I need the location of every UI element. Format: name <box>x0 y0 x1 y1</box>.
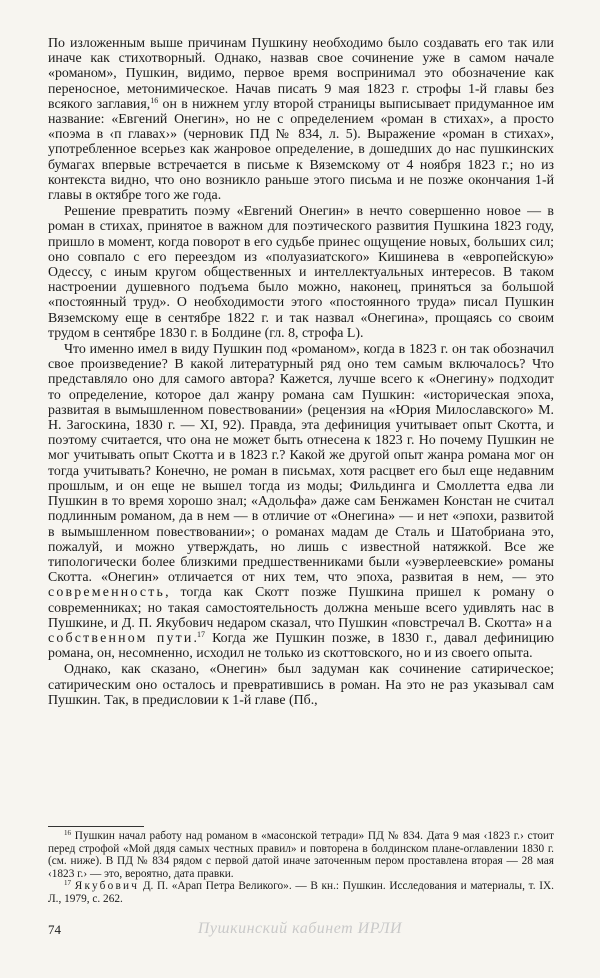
paragraph-text: Однако, как сказано, «Онегин» был задуман как сочинение сатирическое; сатирическим оно осталось и превратившись в роман. На это не раз указывал сам Пушкин. Так, в предисловии к 1-й главе (Пб., <box>48 662 554 708</box>
footnote-author: Якубович <box>74 880 140 893</box>
main-text <box>48 36 554 708</box>
footnote-17 <box>48 880 554 905</box>
paragraph-text: , тогда как Скотт позже Пушкина пришел к роману о современниках; но такая самостоятельность должна меньше всего удивлять нас в Пушкине, и Д. П. Якубович недаром сказал, что Пушкин «повстречал В. Скотта» <box>48 585 554 631</box>
watermark: Пушкинский кабинет ИРЛИ <box>197 920 403 937</box>
footnote-divider <box>48 826 144 827</box>
paragraph-text: Когда же Пушкин позже, в 1830 г., давал дефиницию романа, он, несомненно, исходил не только из скоттовского, но и из своего опыта. <box>48 630 554 662</box>
footnote-text: Пушкин начал работу над романом в «масонской тетради» ПД № 834. Дата 9 мая ‹1823 г.› стоит перед строфой «Мой дядя самых честных правил» и повторена в болдинском плане-оглавлении 1830 г. (см. ниже). В ПД № 834 рядом с первой датой иначе заточенным пером проставлена вторая — 28 мая ‹1823 г.› — это, вероятно, дата правки. <box>48 830 554 880</box>
footnote-ref-17[interactable]: 17 <box>197 629 206 639</box>
page-number: 74 <box>48 922 61 937</box>
footnotes <box>48 830 554 906</box>
paragraph-text: . <box>193 630 198 646</box>
paragraph-text: Что именно имел в виду Пушкин под «романом», когда в 1823 г. он так обозначил свое произведение? В какой литературный ряд оно тем самым включалось? Что представляло оно для самого автора? Кажется, лучше всего к «Онегину» подходит то определение, которое дал жанру романа сам Пушкин: «историческая эпоха, развитая в вымышленном повествовании» (рецензия на «Юрия Милославского» М. Н. Загоскина, 1830 г. — XI, 92). Правда, эта дефиниция учитывает опыт Скотта, и поэтому считается, что она не может быть отнесена к 1823 г. Но почему Пушкин не мог учитывать опыт Скотта и в 1823 г.? Какой же другой опыт жанра романа мог он тогда учитывать? Конечно, не роман в письмах, хотя расцвет его был еще недавним прошлым, и он еще не вышел тогда из моды; Фильдинга и Смоллетта едва ли Пушкин в то время хорошо знал; «Адольфа» даже сам Бенжамен Констан не считал подлинным романом, да в нем — в отличие от «Онегина» — и нет «эпохи, развитой в вымышленном повествовании»; о романах мадам де Сталь и Шатобриана это, пожалуй, и можно утверждать, но лишь с известной натяжкой. Все же типологически более близкими предшественниками были «уэверлеевские» романы Скотта. «Онегин» отличается от них тем, что эпоха, развитая в нем, — это <box>48 342 554 586</box>
paragraph-text: он в нижнем углу второй страницы выписывает придуманное им название: «Евгений Онегин», но не с определением «роман в стихах», а просто «поэма в ‹п главах›» (черновик ПД № 834, л. 5). Выражение «роман в стихах», употребленное всерьез как жанровое определение, в дошедших до нас пушкинских бумагах впервые встречается в письме к Вяземскому от 4 ноября 1823 г.; но из контекста видно, что оно возникло раньше этого письма и не позже окончания 1-й главы в октябре того же года. <box>48 96 554 204</box>
paragraph-2 <box>48 204 554 341</box>
paragraph-1 <box>48 36 554 203</box>
spaced-emphasis: на собственном пути <box>48 615 554 646</box>
paragraph-text: Решение превратить поэму «Евгений Онегин» в нечто совершенно новое — в роман в стихах, принятое в важном для поэтического развития Пушкина 1823 году, пришло в момент, когда поворот в его судьбе принес ощущение новых, больших сил; оно совпало с его переездом из «полуазиатского» Кишинева в «европейскую» Одессу, с иным кругом общественных и интеллектуальных интересов. В таком настроении душевного подъема было можно, наконец, приняться за большой «постоянный труд». О необходимости этого «постоянного труда» писал Пушкин Вяземскому еще в сентябре 1822 г. и так назвал «Онегина», прощаясь со своим трудом в сентябре 1830 г. в Болдине (гл. 8, строфа L). <box>48 204 554 341</box>
footnote-ref-16[interactable]: 16 <box>150 95 159 105</box>
footnote-number: 16 <box>64 829 71 837</box>
spaced-emphasis: современность <box>48 585 166 601</box>
footnote-text: Д. П. «Арап Петра Великого». — В кн.: Пушкин. Исследования и материалы, т. IX. Л., 1979, с. 262. <box>48 880 554 905</box>
paragraph-4 <box>48 662 554 708</box>
paragraph-3 <box>48 342 554 661</box>
footnote-number: 17 <box>64 879 71 888</box>
footnote-16 <box>48 830 554 880</box>
paragraph-text: По изложенным выше причинам Пушкину необходимо было создавать его так или иначе как стихотворный. Однако, назвав свое сочинение уже в самом начале «романом», Пушкин, видимо, первое время воспринимал это обозначение как переносное, метонимическое. Начав писать 9 мая 1823 г. строфы 1-й главы без всякого заглавия, <box>48 36 554 112</box>
